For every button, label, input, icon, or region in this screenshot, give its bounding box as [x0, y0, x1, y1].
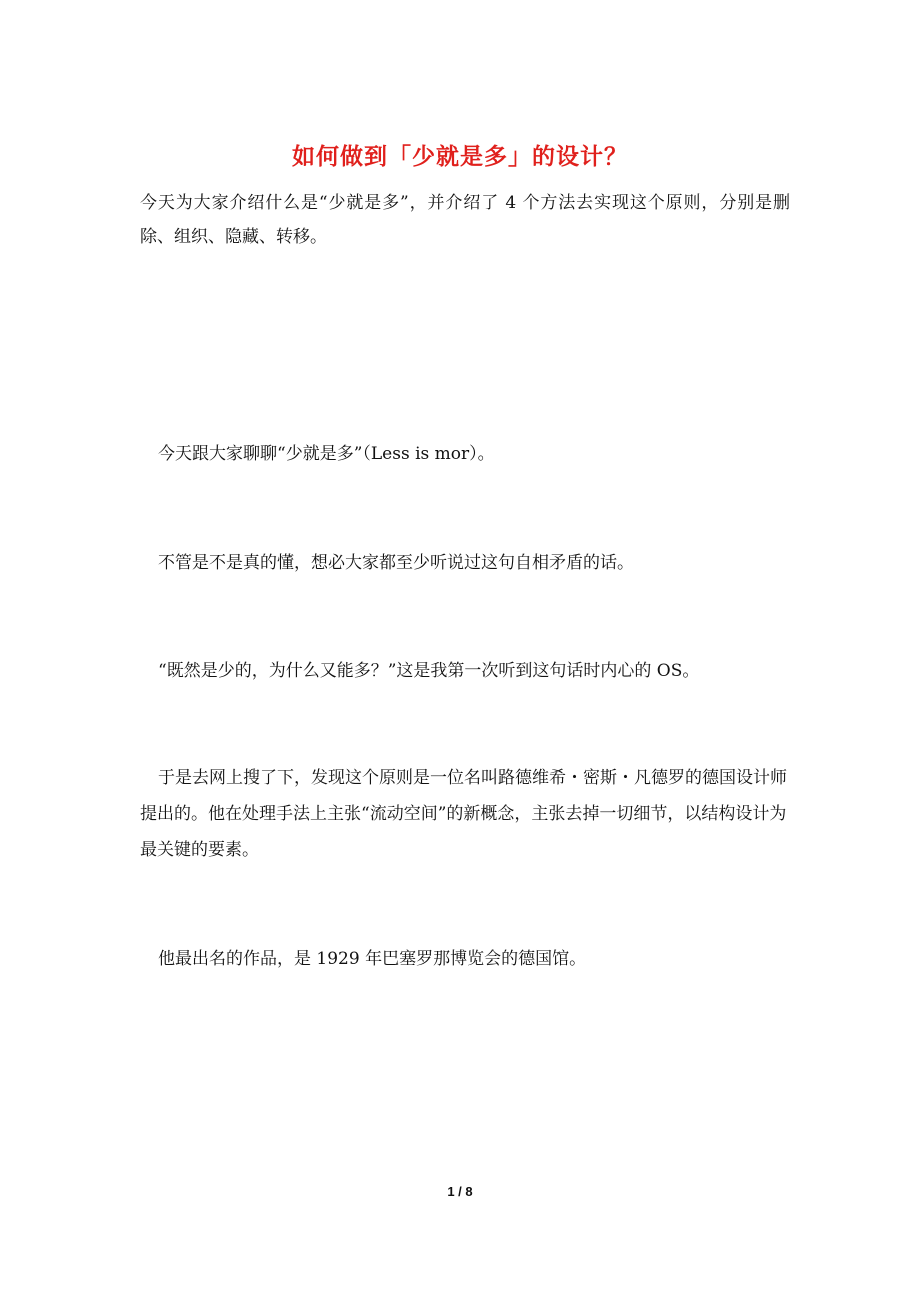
body-paragraph: 于是去网上搜了下，发现这个原则是一位名叫路德维希・密斯・凡德罗的德国设计师提出的。他在处理手法上主张“流动空间”的新概念，主张去掉一切细节，以结构设计为最关键的要素。: [140, 768, 787, 860]
body-paragraph: 不管是不是真的懂，想必大家都至少听说过这句自相矛盾的话。: [158, 553, 634, 573]
document-title: 如何做到「少就是多」的设计？: [292, 143, 628, 170]
body-paragraph: “既然是少的，为什么又能多？”这是我第一次听到这句话时内心的 OS。: [158, 661, 700, 681]
body-paragraph: 他最出名的作品，是 1929 年巴塞罗那博览会的德国馆。: [158, 949, 587, 969]
page-number: 1 / 8: [447, 1184, 473, 1199]
body-paragraph: 今天跟大家聊聊“少就是多”（Less is mor）。: [158, 444, 495, 464]
intro-paragraph: 今天为大家介绍什么是“少就是多”，并介绍了 4 个方法去实现这个原则，分别是删除、组织、隐藏、转移。: [140, 193, 790, 247]
